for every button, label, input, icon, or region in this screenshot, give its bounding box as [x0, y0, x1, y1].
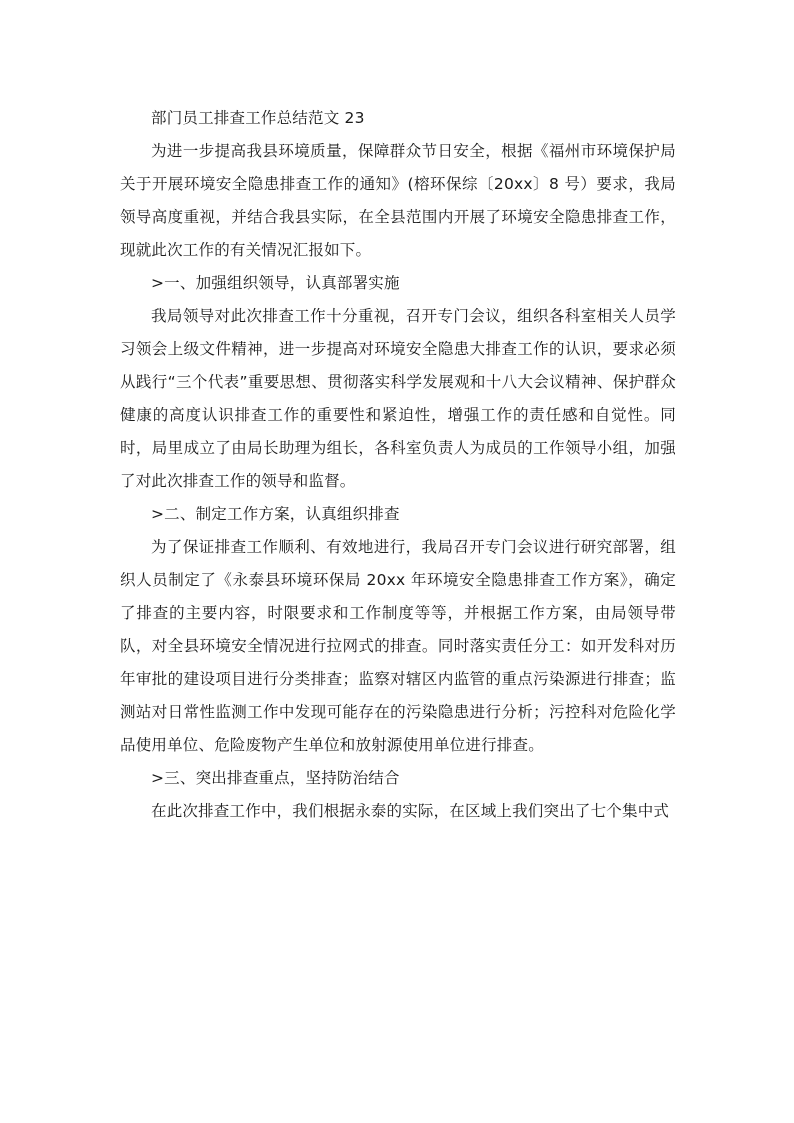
paragraph-section-3: 在此次排查工作中，我们根据永泰的实际，在区域上我们突出了七个集中式	[151, 802, 670, 820]
paragraph-intro: 为进一步提高我县环境质量，保障群众节日安全，根据《福州市环境保护局关于开展环境安全隐患排查工作的通知》(榕环保综〔20xx〕8 号）要求，我局领导高度重视，并结合我县实际，在全县范围内开展了环境安全隐患排查工作，现就此次工作的有关情况汇报如下。	[120, 142, 676, 259]
section-heading-3: >三、突出排查重点，坚持防治结合	[151, 769, 400, 787]
document-title: 部门员工排查工作总结范文 23	[151, 109, 365, 127]
section-heading-1: >一、加强组织领导，认真部署实施	[151, 274, 400, 292]
paragraph-section-2: 为了保证排查工作顺利、有效地进行，我局召开专门会议进行研究部署，组织人员制定了《永泰县环境环保局 20xx 年环境安全隐患排查工作方案》，确定了排查的主要内容，时限要求和工作制度等等，并根据工作方案，由局领导带队，对全县环境安全情况进行拉网式的排查。同时落实责任分工：如开发科对历年审批的建设项目进行分类排查；监察对辖区内监管的重点污染源进行排查；监测站对日常性监测工作中发现可能存在的污染隐患进行分析；污控科对危险化学品使用单位、危险废物产生单位和放射源使用单位进行排查。	[120, 538, 676, 754]
section-heading-2: >二、制定工作方案，认真组织排查	[151, 505, 400, 523]
paragraph-section-1: 我局领导对此次排查工作十分重视，召开专门会议，组织各科室相关人员学习领会上级文件精神，进一步提高对环境安全隐患大排查工作的认识，要求必须从践行“三个代表”重要思想、贯彻落实科学发展观和十八大会议精神、保护群众健康的高度认识排查工作的重要性和紧迫性，增强工作的责任感和自觉性。同时，局里成立了由局长助理为组长，各科室负责人为成员的工作领导小组，加强了对此次排查工作的领导和监督。	[120, 307, 676, 490]
document-body	[120, 102, 676, 828]
